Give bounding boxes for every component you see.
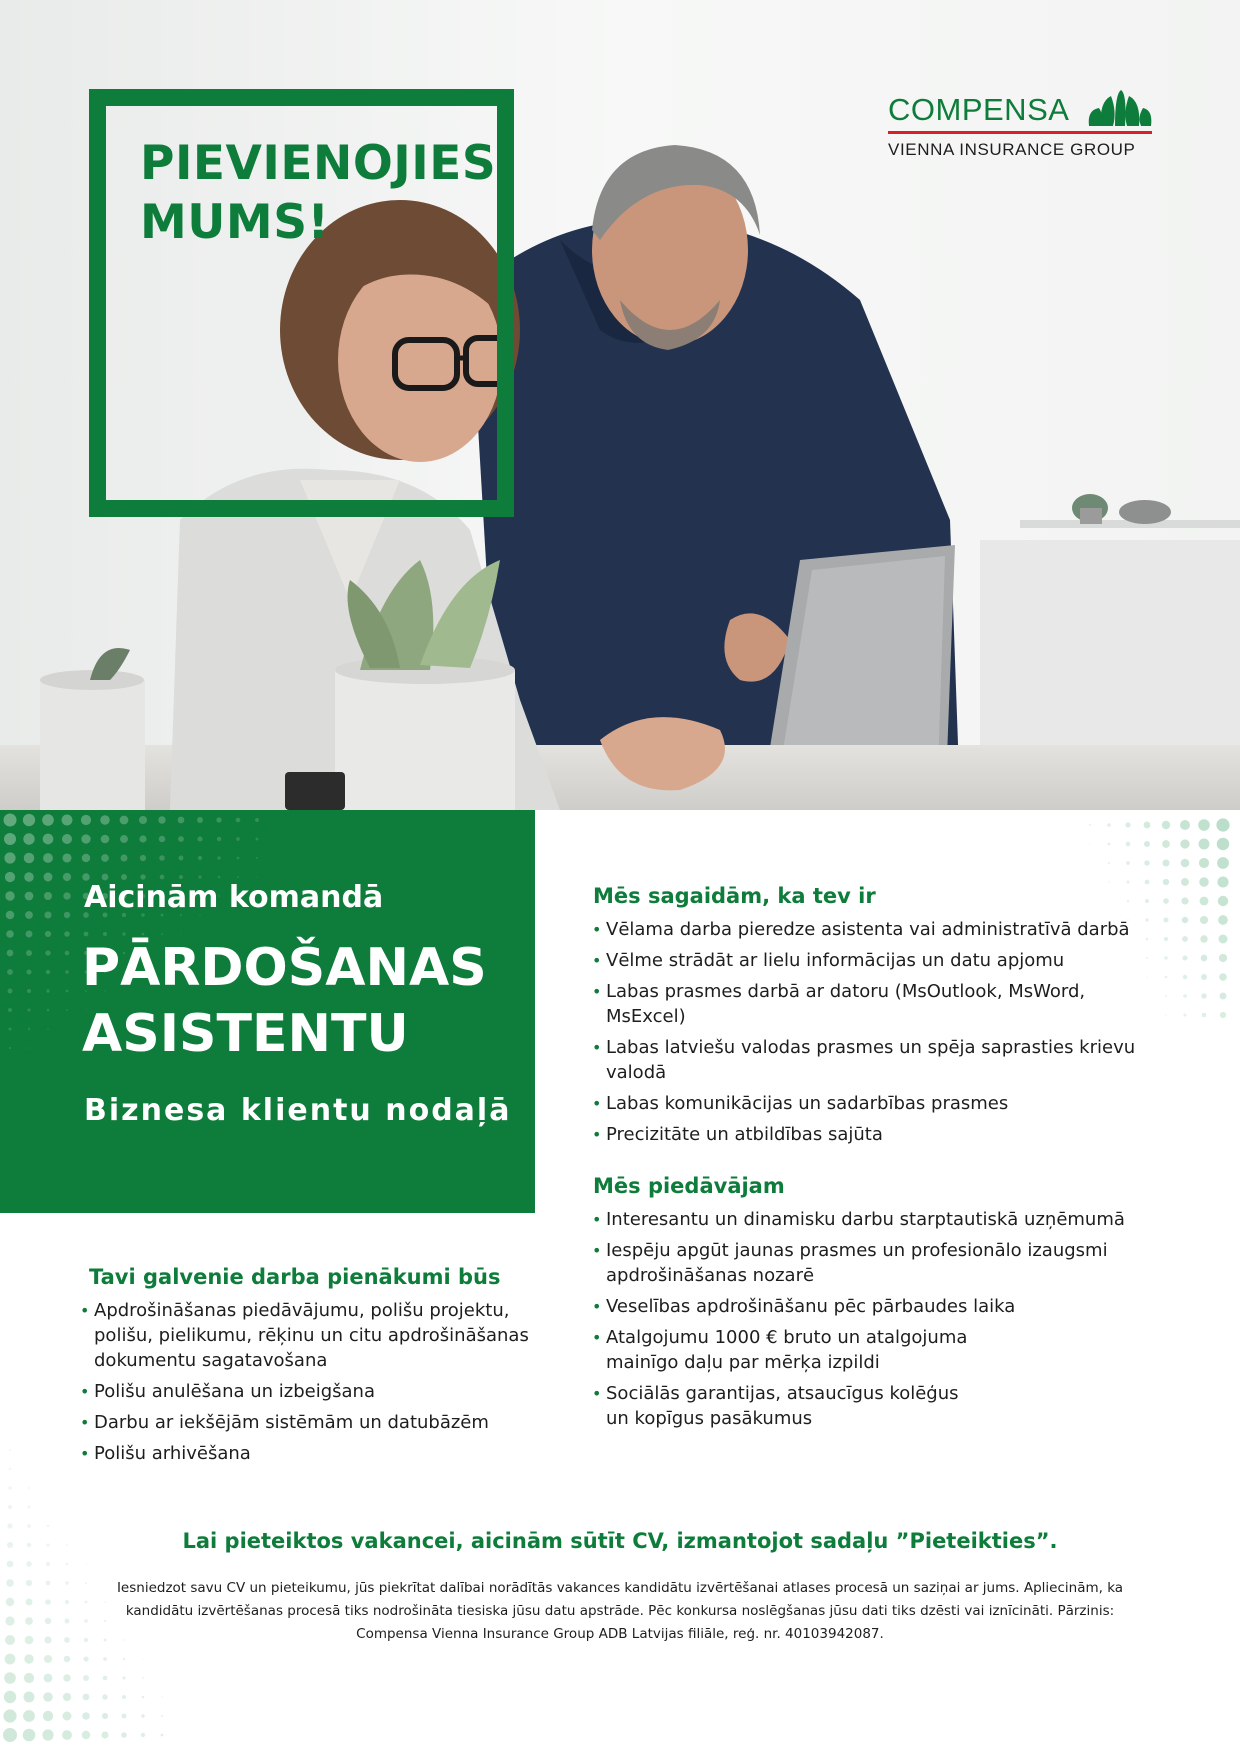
decor-dot [64,931,70,937]
list-item: • Labas latviešu valodas prasmes un spēja saprasties krievu valodā [592,1035,1137,1085]
decor-dot [66,990,69,993]
decor-dot [1126,861,1130,865]
decor-dot [1200,935,1207,942]
decor-dot [1201,955,1208,962]
decor-dot [27,1524,31,1528]
decor-dot [64,912,70,918]
decor-dot [64,1637,70,1643]
decor-dot [141,1733,145,1737]
decor-dot [1146,938,1149,941]
decor-dot [1126,842,1131,847]
decor-dot [1090,863,1091,864]
decor-dot [26,1599,33,1606]
decor-dot [1219,973,1227,981]
decor-dot [4,1691,16,1703]
decor-dot [25,911,33,919]
decor-dot [24,1654,33,1663]
decor-dot [3,1728,17,1742]
decor-dot [123,1658,125,1660]
decor-dot [63,1712,72,1721]
decor-dot [1126,880,1129,883]
decor-dot [62,834,72,844]
decor-dot [237,876,239,878]
decor-dot [178,836,184,842]
decor-dot [1180,820,1190,830]
decor-dot [26,931,33,938]
list-item: • Iespēju apgūt jaunas prasmes un profesionālo izaugsmi apdrošināšanas nozarē [592,1238,1137,1288]
decor-dot [143,1659,144,1660]
decor-dot [1216,818,1229,831]
list-item: • Precizitāte un atbildības sajūta [592,1122,1137,1147]
decor-dot [142,1677,144,1679]
decor-dot [42,1729,53,1740]
logo-name: COMPENSA [888,92,1070,127]
decor-dot [62,853,71,862]
decor-dot [46,1562,50,1566]
decor-dot [1184,1014,1187,1017]
decor-dot [4,852,15,863]
decor-dot [85,1582,87,1584]
decor-dot [1217,876,1228,887]
headline-panel [0,810,535,1213]
decor-dot [5,872,15,882]
decor-dot [43,834,54,845]
offer-title: Mēs piedāvājam [593,1174,785,1198]
decor-dot [237,857,240,860]
duties-title: Tavi galvenie darba pienākumi būs [89,1265,501,1289]
decor-dot [45,1599,51,1605]
decor-dot [46,970,50,974]
decor-dot [7,1523,12,1528]
list-item: • Labas prasmes darbā ar datoru (MsOutlook, MsWord, MsExcel) [592,979,1137,1029]
decor-dot [7,950,14,957]
decor-dot [1183,994,1187,998]
decor-dot [1163,898,1169,904]
decor-dot [1217,857,1229,869]
decor-dot [1201,993,1206,998]
expectations-title: Mēs sagaidām, ka tev ir [593,884,876,908]
decor-dot [47,1009,50,1012]
decor-dot [44,892,52,900]
decor-dot [8,1027,11,1030]
logo-subtitle: VIENNA INSURANCE GROUP [888,140,1136,159]
decor-dot [197,836,202,841]
department: Biznesa klientu nodaļā [84,1093,512,1128]
decor-dot [1144,860,1149,865]
decor-dot [1198,819,1210,831]
decor-dot [216,817,221,822]
decor-dot [1108,862,1110,864]
logo-red-line [888,131,1152,134]
decor-dot [28,1028,30,1030]
decor-dot [25,1617,33,1625]
logo-shell-icon [1085,88,1153,128]
decor-dot [64,1656,71,1663]
decor-dot [1220,993,1227,1000]
join-us-heading: PIEVIENOJIES MUMS! [140,136,497,250]
decor-dot [5,1635,15,1645]
decor-dot [83,1675,89,1681]
duties-list [80,1298,530,1472]
decor-dot [1182,917,1189,924]
decor-dot [101,854,109,862]
decor-dot [25,1636,34,1645]
apply-cta: Lai pieteiktos vakancei, aicinām sūtīt CV, izmantojot sadaļu ”Pieteikties”. [182,1529,1058,1553]
decor-dot [256,857,258,859]
decor-dot [24,853,35,864]
decor-dot [1181,878,1189,886]
decor-dot [23,814,35,826]
decor-dot [43,853,53,863]
list-item: • Polišu anulēšana un izbeigšana [80,1379,530,1404]
decor-dot [62,1730,72,1740]
decor-dot [28,1487,30,1489]
decor-dot [1218,896,1228,906]
list-item: • Polišu arhivēšana [80,1441,530,1466]
decor-dot [82,1731,90,1739]
decor-dot [5,1616,14,1625]
list-item: • Apdrošināšanas piedāvājumu, polišu projektu, polišu, pielikumu, rēķinu un citu apdrošināšanas dokumentu sagatavošana [80,1298,530,1373]
decor-dot [24,1692,35,1703]
decor-dot [1183,975,1187,979]
privacy-notice: Iesniedzot savu CV un pieteikumu, jūs piekrītat dalībai norādītās vakances kandidātu izvērtēšanai atlases procesā un saziņai ar jums. Apliecinām, ka kandidātu izvērtēšanas procesā tiks nodrošināta tiesiska jūsu datu apstrāde. Pēc konkursa noslēgšanas jūsu dati tiks dzēsti vai iznīcināti. Pārzinis: Compensa Vienna Insurance Group ADB Latvijas filiāle, reģ. nr. 40103942087. [116,1580,1124,1642]
decor-dot [9,1449,11,1451]
decor-dot [28,1468,29,1469]
join-us-frame [89,89,514,517]
decor-dot [122,1714,127,1719]
decor-dot [121,855,128,862]
decor-dot [217,837,221,841]
decor-dot [101,835,110,844]
decor-dot [67,1526,68,1527]
decor-dot [179,856,184,861]
compensa-logo [888,88,1153,166]
decor-dot [82,854,90,862]
decor-dot [1200,916,1208,924]
decor-dot [45,1618,51,1624]
decor-dot [24,872,34,882]
decor-dot [6,1579,14,1587]
decor-dot [139,816,147,824]
decor-dot [66,1563,69,1566]
decor-dot [26,1561,31,1566]
decor-dot [46,1581,51,1586]
decor-dot [1218,915,1228,925]
decor-dot [1163,860,1170,867]
decor-dot [120,835,128,843]
decor-dot [1146,976,1147,977]
decor-dot [1165,995,1167,997]
decor-dot [1181,897,1188,904]
decor-dot [103,1676,108,1681]
decor-dot [65,951,70,956]
decor-dot [27,1008,30,1011]
decor-dot [1164,937,1168,941]
decor-dot [8,1505,12,1509]
decor-dot [158,816,165,823]
decor-dot [85,1601,88,1604]
decor-dot [65,1600,69,1604]
decor-dot [25,892,34,901]
decor-dot [23,1729,36,1742]
expectations-list [592,917,1137,1153]
decor-dot [1145,918,1148,921]
decor-dot [46,989,50,993]
decor-dot [100,815,110,825]
decor-dot [65,1581,68,1584]
decor-dot [7,1561,14,1568]
list-item: • Interesantu un dinamisku darbu starptautiskā uzņēmumā [592,1207,1137,1232]
decor-dot [44,1655,52,1663]
decor-dot [122,1695,126,1699]
decor-dot [179,875,183,879]
decor-dot [6,1598,14,1606]
invite-text: Aicinām komandā [84,880,384,915]
decor-dot [27,989,31,993]
list-item: • Darbu ar iekšējām sistēmām un datubāzēm [80,1410,530,1435]
decor-dot [160,875,165,880]
decor-dot [1089,824,1091,826]
decor-dot [140,855,146,861]
decor-dot [161,1734,164,1737]
decor-dot [1217,838,1230,851]
decor-dot [82,1712,90,1720]
decor-dot [26,950,32,956]
decor-dot [236,818,241,823]
decor-dot [1201,974,1207,980]
decor-dot [3,1709,16,1722]
decor-dot [1199,858,1209,868]
decor-dot [63,873,71,881]
list-item: • Labas komunikācijas un sadarbības prasmes [592,1091,1137,1116]
decor-dot [65,970,69,974]
decor-dot [81,815,91,825]
decor-dot [45,931,51,937]
decor-dot [47,1506,49,1508]
decor-dot [65,1619,70,1624]
decor-dot [4,814,17,827]
decor-dot [83,1694,90,1701]
decor-dot [120,816,129,825]
decor-dot [236,837,240,841]
decor-dot [102,1732,109,1739]
decor-dot [1202,1013,1207,1018]
decor-dot [62,815,73,826]
decor-dot [84,1638,88,1642]
decor-dot [1182,955,1187,960]
job-title: PĀRDOŠANAS ASISTENTU [82,938,487,1064]
decor-dot [159,855,165,861]
decor-dot [4,1672,16,1684]
decor-dot [4,833,16,845]
decor-dot [255,818,259,822]
decor-dot [1199,877,1209,887]
decor-dot [83,1656,88,1661]
decor-dot [102,1713,108,1719]
decor-dot [1107,823,1111,827]
decor-dot [217,856,221,860]
decor-dot [45,950,50,955]
decor-dot [9,1047,11,1049]
decor-dot [218,876,221,879]
decor-dot [198,856,202,860]
decor-dot [256,876,257,877]
decor-dot [44,1636,51,1643]
decor-dot [48,1488,49,1489]
decor-dot [63,892,70,899]
decor-dot [1164,956,1168,960]
decor-dot [28,1047,30,1049]
decor-dot [5,1654,16,1665]
decor-dot [44,911,51,918]
decor-dot [63,1674,70,1681]
decor-dot [122,1676,125,1679]
decor-dot [1109,901,1110,902]
decor-dot [6,911,15,920]
decor-dot [66,1009,68,1011]
decor-dot [8,1486,12,1490]
decor-dot [81,834,90,843]
decor-dot [6,930,14,938]
decor-dot [1162,821,1170,829]
list-item: • Sociālās garantijas, atsaucīgus kolēģus un kopīgus pasākumus [592,1381,976,1431]
decor-dot [85,1563,86,1564]
decor-dot [24,1673,34,1683]
decor-dot [178,817,185,824]
decor-dot [47,1028,49,1030]
decor-dot [47,1525,49,1527]
decor-dot [102,1694,107,1699]
list-item: • Veselības apdrošināšanu pēc pārbaudes laika [592,1294,1137,1319]
decor-dot [140,874,145,879]
decor-dot [1145,899,1149,903]
decor-dot [1145,880,1150,885]
decor-dot [42,814,54,826]
decor-dot [121,1732,127,1738]
decor-dot [1181,859,1190,868]
decor-dot [26,969,31,974]
decor-dot [1165,976,1168,979]
decor-dot [141,1714,144,1717]
decor-dot [44,873,53,882]
decor-dot [44,1674,53,1683]
decor-dot [161,1696,162,1697]
decor-dot [103,1657,107,1661]
decor-dot [161,1715,163,1717]
decor-dot [142,1696,145,1699]
decor-dot [1125,822,1130,827]
decor-dot [1162,840,1170,848]
decor-dot [139,835,146,842]
decor-dot [197,817,203,823]
list-item: • Vēlme strādāt ar lielu informācijas un datu apjomu [592,948,1137,973]
decor-dot [1164,918,1169,923]
decor-dot [1219,954,1227,962]
decor-dot [1220,1012,1226,1018]
decor-dot [7,969,13,975]
decor-dot [84,1619,88,1623]
decor-dot [67,1029,68,1030]
decor-dot [159,836,166,843]
decor-dot [1163,879,1169,885]
offer-list [592,1207,1137,1437]
decor-dot [1180,839,1189,848]
decor-dot [1108,881,1110,883]
decor-dot [48,1048,49,1049]
list-item: • Atalgojumu 1000 € bruto un atalgojuma mainīgo daļu par mērķa izpildi [592,1325,1006,1375]
decor-dot [1182,936,1188,942]
decor-dot [8,989,13,994]
decor-dot [1199,839,1210,850]
decor-dot [29,1450,30,1451]
decor-dot [43,1692,53,1702]
decor-dot [28,1506,31,1509]
list-item: • Vēlama darba pieredze asistenta vai administratīvā darbā [592,917,1137,942]
decor-dot [1089,843,1090,844]
decor-dot [63,1693,71,1701]
decor-dot [1219,935,1228,944]
decor-dot [256,838,259,841]
decor-dot [5,891,14,900]
decor-dot [1200,897,1209,906]
decor-dot [23,1710,35,1722]
decor-dot [8,1008,12,1012]
decor-dot [198,875,201,878]
decor-dot [1144,841,1150,847]
decor-dot [43,1711,53,1721]
decor-dot [1127,900,1129,902]
decor-dot [9,1468,12,1471]
decor-dot [1165,1014,1166,1015]
decor-dot [1146,957,1148,959]
decor-dot [23,833,34,844]
decor-dot [1144,822,1151,829]
decor-dot [26,1580,32,1586]
decor-dot [1108,843,1111,846]
